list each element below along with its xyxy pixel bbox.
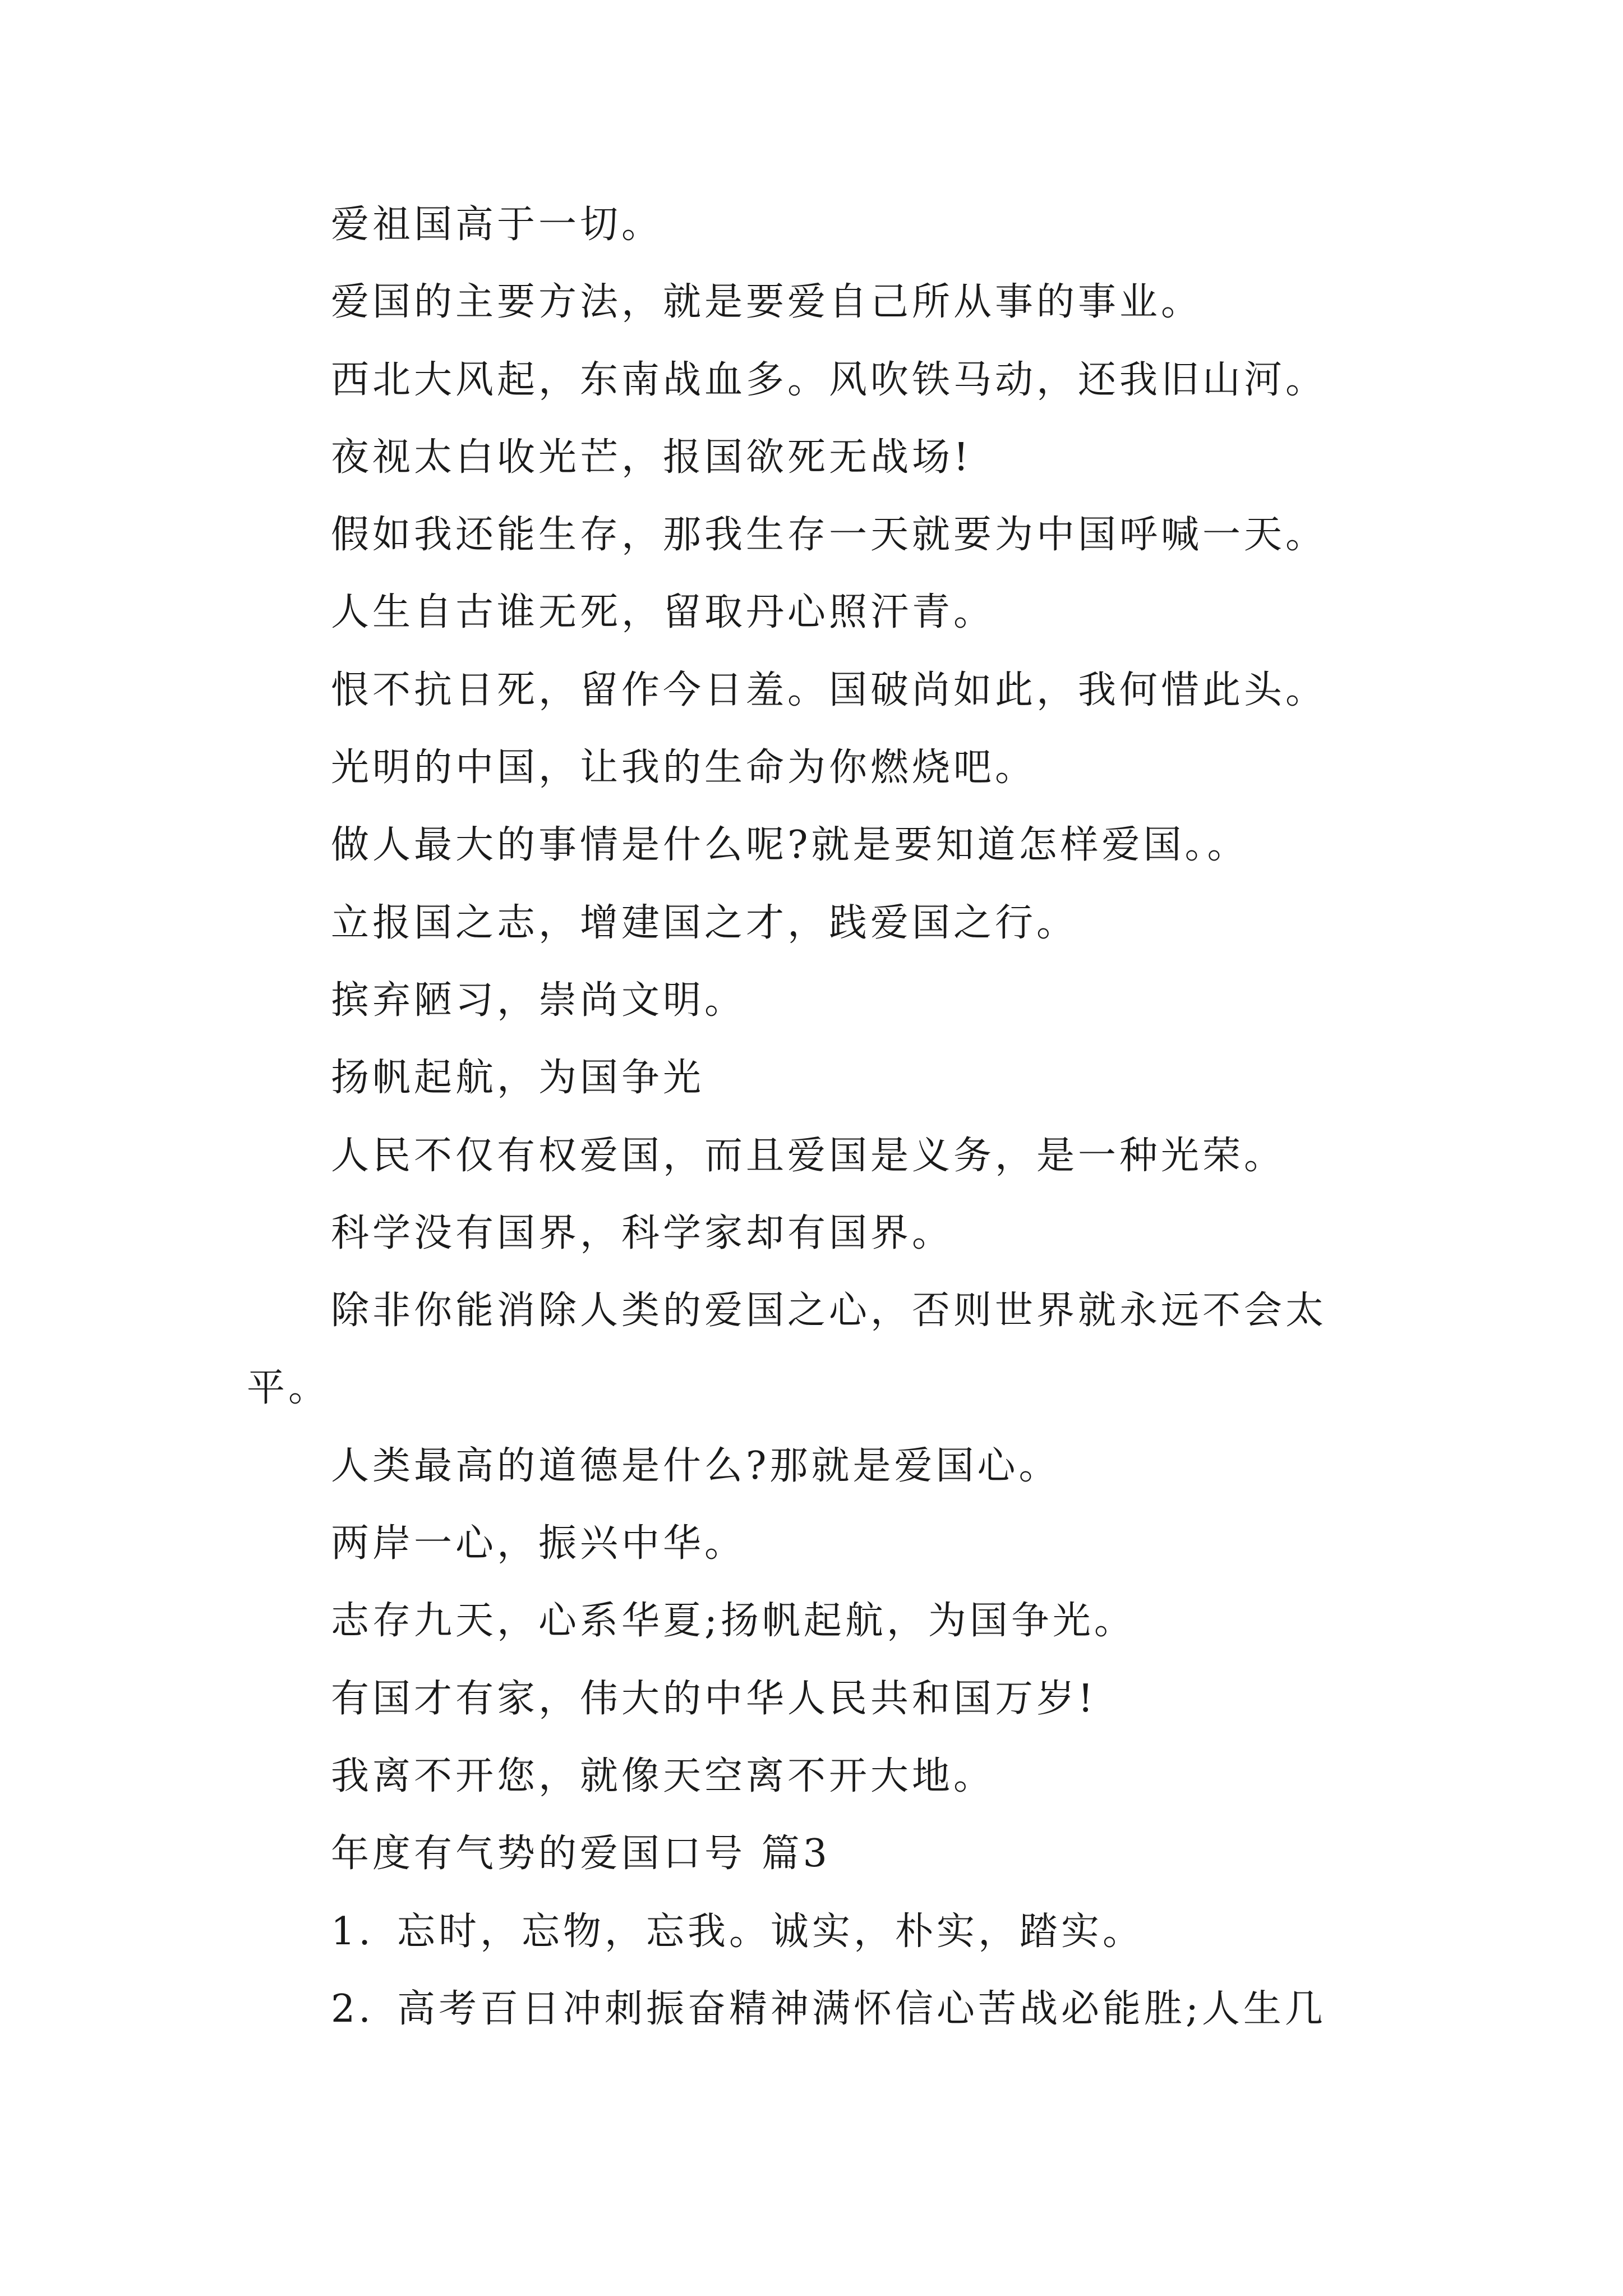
document-body xyxy=(247,186,1396,2048)
text-line: 人生自古谁无死，留取丹心照汗青。 xyxy=(331,590,995,635)
text-line: 夜视太白收光芒，报国欲死无战场! xyxy=(331,435,972,480)
item-text: 高考百日冲刺振奋精神满怀信心苦战必能胜;人生几 xyxy=(397,1986,1326,2031)
text-line: 志存九天，心系华夏;扬帆起航，为国争光。 xyxy=(331,1599,1136,1644)
item-text: 忘时，忘物，忘我。诚实，朴实，踏实。 xyxy=(397,1909,1145,1954)
text-line: 恨不抗日死，留作今日羞。国破尚如此，我何惜此头。 xyxy=(331,668,1327,712)
text-line: 有国才有家，伟大的中华人民共和国万岁! xyxy=(331,1676,1097,1721)
numbered-item xyxy=(247,1893,1396,1971)
text-line: 摈弃陋习，崇尚文明。 xyxy=(331,978,746,1023)
item-number: 2. xyxy=(331,1986,374,2031)
text-line: 爱国的主要方法，就是要爱自己所从事的事业。 xyxy=(331,280,1203,325)
section-heading: 年度有气势的爱国口号 篇3 xyxy=(331,1832,831,1876)
text-line: 人民不仅有权爱国，而且爱国是义务，是一种光荣。 xyxy=(331,1133,1286,1178)
item-number: 1. xyxy=(331,1909,374,1954)
text-line: 我离不开您，就像天空离不开大地。 xyxy=(331,1754,995,1798)
text-line: 爱祖国高于一切。 xyxy=(331,203,663,247)
text-line: 做人最大的事情是什么呢?就是要知道怎样爱国。。 xyxy=(331,823,1249,868)
text-line: 科学没有国界，科学家却有国界。 xyxy=(331,1211,954,1255)
text-line: 立报国之志，增建国之才，践爱国之行。 xyxy=(331,900,1078,945)
text-line: 光明的中国，让我的生命为你燃烧吧。 xyxy=(331,746,1037,790)
text-line: 假如我还能生存，那我生存一天就要为中国呼喊一天。 xyxy=(331,513,1327,558)
text-line-continuation: 平。 xyxy=(247,1366,330,1411)
text-line: 除非你能消除人类的爱国之心，否则世界就永远不会太 xyxy=(331,1289,1327,1333)
text-line: 两岸一心，振兴中华。 xyxy=(331,1521,746,1566)
text-line: 西北大风起，东南战血多。风吹铁马动，还我旧山河。 xyxy=(331,357,1327,402)
numbered-item xyxy=(247,1971,1396,2048)
text-line: 扬帆起航，为国争光 xyxy=(331,1056,705,1101)
text-line: 人类最高的道德是什么?那就是爱国心。 xyxy=(331,1443,1061,1488)
